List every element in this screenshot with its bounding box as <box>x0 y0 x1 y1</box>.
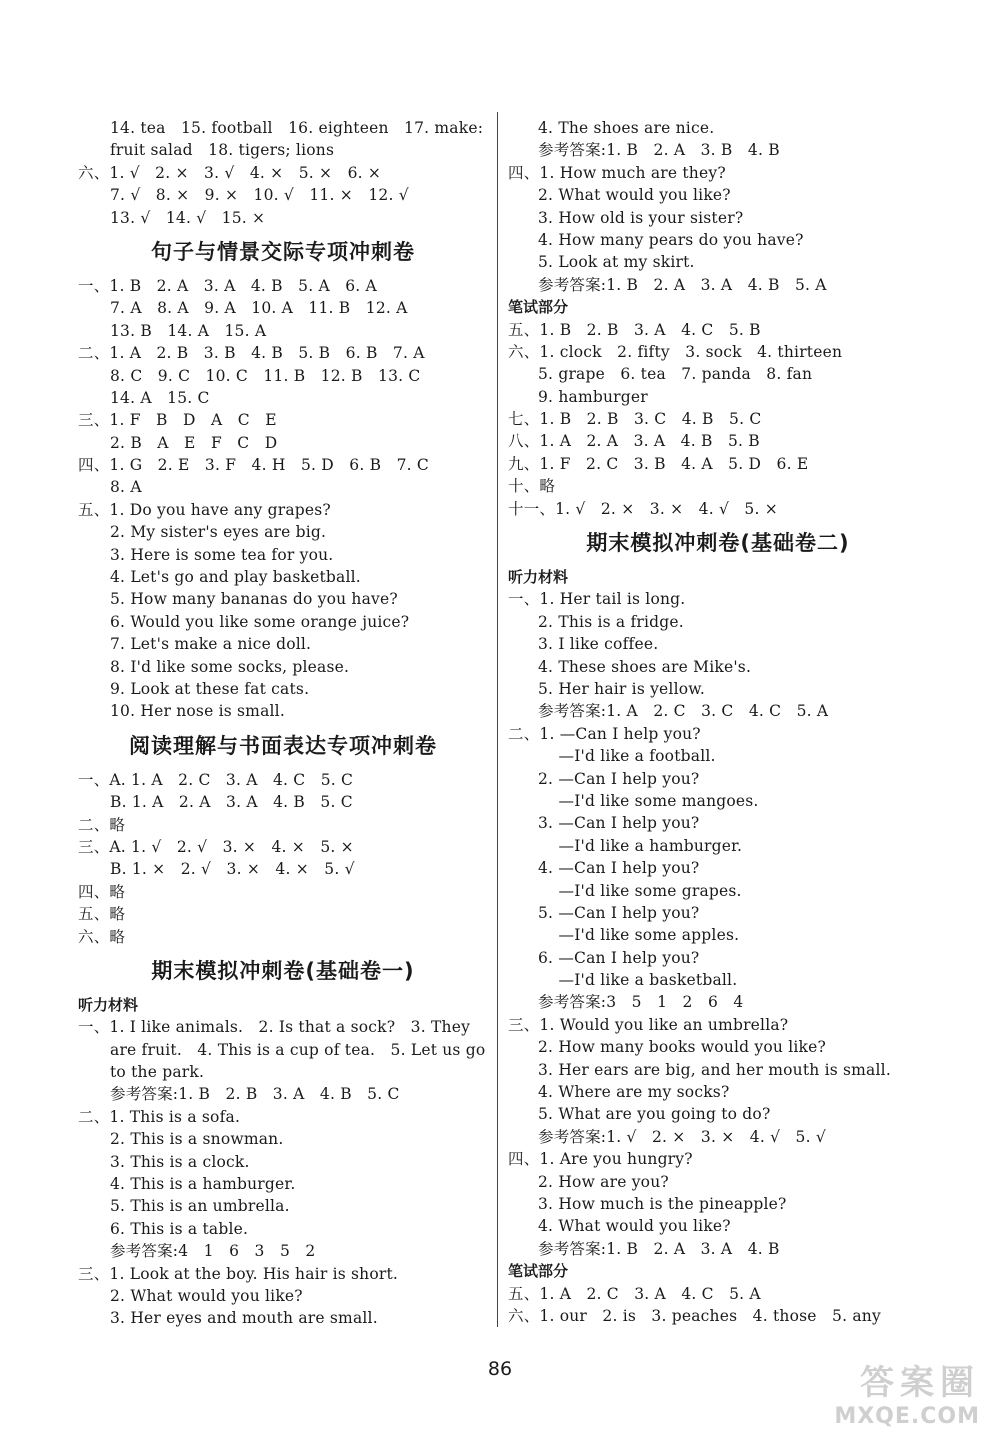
subsection-label: 听力材料 <box>508 568 569 587</box>
answer-line: 6. This is a table. <box>110 1219 249 1238</box>
answer-line: 三、A. 1. √ 2. √ 3. × 4. × 5. × <box>78 837 354 856</box>
answer-line: 5. This is an umbrella. <box>110 1197 290 1216</box>
column-divider <box>497 112 498 1327</box>
answer-line: 一、1. Her tail is long. <box>508 590 686 609</box>
answer-line: 3. Her eyes and mouth are small. <box>110 1309 378 1328</box>
answer-line: 8. I'd like some socks, please. <box>110 657 350 676</box>
answer-line: 6. —Can I help you? <box>538 948 700 967</box>
answer-line: 8. A <box>110 478 142 497</box>
answer-line: 二、1. A 2. B 3. B 4. B 5. B 6. B 7. A <box>78 344 425 363</box>
answer-line: B. 1. × 2. √ 3. × 4. × 5. √ <box>110 860 355 879</box>
watermark-logo <box>810 1355 980 1435</box>
answer-line: 参考答案:3 5 1 2 6 4 <box>538 993 744 1012</box>
answer-line: 3. How much is the pineapple? <box>538 1194 787 1213</box>
answer-line: 4. This is a hamburger. <box>110 1175 296 1194</box>
answer-line: 4. The shoes are nice. <box>538 119 715 137</box>
right-column <box>508 117 928 1327</box>
answer-line: —I'd like some mangoes. <box>538 791 759 810</box>
answer-line: 四、1. Are you hungry? <box>508 1150 693 1169</box>
answer-line: 3. —Can I help you? <box>538 814 700 833</box>
answer-line: 7. Let's make a nice doll. <box>110 635 312 654</box>
answer-line: 一、A. 1. A 2. C 3. A 4. C 5. C <box>78 770 354 789</box>
subsection-label: 笔试部分 <box>508 298 569 317</box>
answer-line: —I'd like some apples. <box>538 926 740 945</box>
answer-line: 五、1. B 2. B 3. A 4. C 5. B <box>508 320 761 339</box>
answer-line: 4. Where are my socks? <box>538 1083 730 1102</box>
answer-line: 二、略 <box>78 815 126 834</box>
answer-line: 3. This is a clock. <box>110 1152 250 1171</box>
answer-line: 14. A 15. C <box>110 388 210 407</box>
answer-line: 九、1. F 2. C 3. B 4. A 5. D 6. E <box>508 454 809 473</box>
answer-line: 参考答案:1. B 2. A 3. B 4. B <box>538 141 780 160</box>
answer-line: 2. This is a snowman. <box>110 1130 284 1149</box>
answer-line: 2. My sister's eyes are big. <box>110 523 327 542</box>
answer-line: 8. C 9. C 10. C 11. B 12. B 13. C <box>110 366 421 385</box>
answer-line: 四、1. G 2. E 3. F 4. H 5. D 6. B 7. C <box>78 456 429 475</box>
answer-line: 5. What are you going to do? <box>538 1105 771 1124</box>
answer-line: 4. Let's go and play basketball. <box>110 568 361 587</box>
answer-line: 2. What would you like? <box>110 1286 303 1305</box>
answer-line: 4. How many pears do you have? <box>538 230 804 249</box>
section-heading: 阅读理解与书面表达专项冲刺卷 <box>129 733 437 758</box>
answer-line: 10. Her nose is small. <box>110 702 285 721</box>
answer-line: B. 1. A 2. A 3. A 4. B 5. C <box>110 793 353 812</box>
answer-line: —I'd like a hamburger. <box>538 836 743 855</box>
section-heading: 期末模拟冲刺卷(基础卷一) <box>151 958 415 983</box>
answer-line: 一、1. B 2. A 3. A 4. B 5. A 6. A <box>78 276 377 295</box>
answer-line: 2. This is a fridge. <box>538 612 684 631</box>
answer-line: 2. —Can I help you? <box>538 769 700 788</box>
answer-line: 5. grape 6. tea 7. panda 8. fan <box>538 365 813 384</box>
answer-line: 4. What would you like? <box>538 1217 731 1236</box>
answer-line: 一、1. I like animals. 2. Is that a sock? 3. They <box>78 1018 471 1037</box>
left-column <box>78 117 488 1330</box>
answer-line: 13. B 14. A 15. A <box>110 321 267 340</box>
answer-line: 六、1. √ 2. × 3. √ 4. × 5. × 6. × <box>78 163 382 182</box>
answer-line: 六、1. our 2. is 3. peaches 4. those 5. any <box>508 1306 881 1325</box>
answer-line: 三、1. F B D A C E <box>78 411 277 430</box>
answer-line: to the park. <box>110 1063 205 1082</box>
subsection-label: 笔试部分 <box>508 1262 569 1281</box>
answer-line: 参考答案:1. B 2. B 3. A 4. B 5. C <box>110 1085 400 1104</box>
answer-line: 参考答案:4 1 6 3 5 2 <box>110 1242 316 1261</box>
watermark-url: MXQE.COM <box>834 1404 980 1429</box>
page-number: 86 <box>487 1358 513 1380</box>
answer-line: 二、1. This is a sofa. <box>78 1107 241 1126</box>
answer-line: —I'd like a basketball. <box>538 971 738 990</box>
answer-line: 3. Here is some tea for you. <box>110 545 334 564</box>
answer-line: 5. Look at my skirt. <box>538 253 695 272</box>
answer-line: fruit salad 18. tigers; lions <box>110 141 335 160</box>
answer-line: 二、1. —Can I help you? <box>508 724 701 743</box>
answer-line: 13. √ 14. √ 15. × <box>110 208 266 227</box>
answer-line: 4. —Can I help you? <box>538 859 700 878</box>
answer-line: 5. —Can I help you? <box>538 903 700 922</box>
answer-line: 9. Look at these fat cats. <box>110 679 310 698</box>
answer-line: 参考答案:1. A 2. C 3. C 4. C 5. A <box>538 702 829 721</box>
answer-line: 3. How old is your sister? <box>538 208 744 227</box>
answer-line: 八、1. A 2. A 3. A 4. B 5. B <box>508 432 760 451</box>
answer-line: 三、1. Look at the boy. His hair is short. <box>78 1264 399 1283</box>
answer-line: 五、略 <box>78 905 126 924</box>
answer-line: 五、1. Do you have any grapes? <box>78 500 331 519</box>
answer-line: 五、1. A 2. C 3. A 4. C 5. A <box>508 1284 761 1303</box>
answer-line: 14. tea 15. football 16. eighteen 17. make: <box>110 119 484 137</box>
answer-line: 参考答案:1. √ 2. × 3. × 4. √ 5. √ <box>538 1127 826 1146</box>
answer-line: —I'd like some grapes. <box>538 881 742 900</box>
answer-line: 十一、1. √ 2. × 3. × 4. √ 5. × <box>508 499 778 518</box>
answer-line: 三、1. Would you like an umbrella? <box>508 1015 789 1034</box>
answer-line: 5. How many bananas do you have? <box>110 590 398 609</box>
section-heading: 期末模拟冲刺卷(基础卷二) <box>586 531 850 556</box>
answer-line: 6. Would you like some orange juice? <box>110 612 410 631</box>
answer-line: 参考答案:1. B 2. A 3. A 4. B 5. A <box>538 275 827 294</box>
answer-line: 四、1. How much are they? <box>508 163 726 182</box>
answer-line: 5. Her hair is yellow. <box>538 679 706 698</box>
answer-line: 3. Her ears are big, and her mouth is small. <box>538 1060 891 1079</box>
answer-line: 六、略 <box>78 927 126 946</box>
answer-line: 七、1. B 2. B 3. C 4. B 5. C <box>508 410 762 429</box>
answer-line: are fruit. 4. This is a cup of tea. 5. Let us go <box>110 1040 486 1059</box>
answer-line: 参考答案:1. B 2. A 3. A 4. B <box>538 1239 780 1258</box>
answer-line: 7. √ 8. × 9. × 10. √ 11. × 12. √ <box>110 186 409 205</box>
answer-line: 四、略 <box>78 882 126 901</box>
section-heading: 句子与情景交际专项冲刺卷 <box>151 239 415 264</box>
answer-line: 4. These shoes are Mike's. <box>538 657 752 676</box>
answer-line: —I'd like a football. <box>538 747 716 766</box>
answer-line: 十、略 <box>508 477 556 496</box>
answer-line: 3. I like coffee. <box>538 635 659 654</box>
answer-line: 7. A 8. A 9. A 10. A 11. B 12. A <box>110 299 408 318</box>
answer-line: 2. How are you? <box>538 1172 669 1191</box>
answer-line: 2. B A E F C D <box>110 433 278 452</box>
answer-line: 2. What would you like? <box>538 186 731 205</box>
answer-line: 六、1. clock 2. fifty 3. sock 4. thirteen <box>508 342 843 361</box>
answer-line: 2. How many books would you like? <box>538 1038 826 1057</box>
answer-line: 9. hamburger <box>538 387 648 406</box>
subsection-label: 听力材料 <box>78 995 139 1014</box>
watermark-title: 答案圈 <box>860 1363 980 1403</box>
